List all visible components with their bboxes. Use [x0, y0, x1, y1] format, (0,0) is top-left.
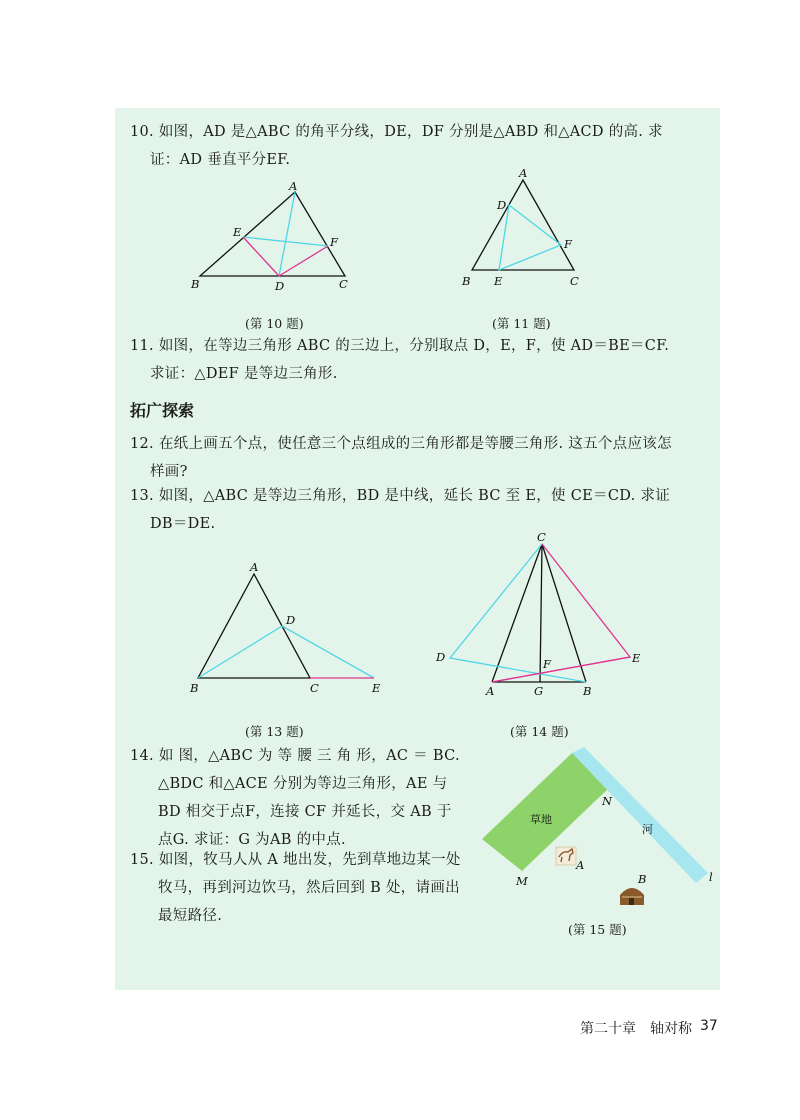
yurt-icon	[620, 888, 644, 905]
label-n: N	[602, 794, 613, 808]
caption-11: (第 11 题)	[492, 316, 551, 331]
figure-10	[185, 180, 360, 300]
label-e: E	[233, 225, 242, 239]
label-b: B	[462, 274, 471, 288]
river	[572, 747, 708, 883]
problem-14-line4: 点G. 求证：G 为AB 的中点.	[158, 832, 346, 848]
label-e: E	[494, 274, 503, 288]
problem-13-line1: 13. 如图，△ABC 是等边三角形，BD 是中线，延长 BC 至 E，使 CE＝CD. 求证	[130, 488, 671, 504]
caption-13: (第 13 题)	[245, 724, 304, 739]
label-b: B	[191, 277, 200, 291]
label-d: D	[436, 650, 446, 664]
label-b: B	[583, 684, 592, 698]
problem-14-line3: BD 相交于点F，连接 CF 并延长，交 AB 于	[158, 804, 452, 820]
height-de	[243, 237, 279, 276]
figure-14	[432, 530, 647, 700]
label-c: C	[537, 530, 546, 544]
caption-15: (第 15 题)	[568, 922, 627, 937]
figure-13	[188, 560, 388, 700]
problem-12	[130, 430, 710, 486]
triangle-abc-10	[200, 192, 345, 276]
problem-11-line1: 11. 如图，在等边三角形 ABC 的三边上，分别取点 D，E，F，使 AD＝BE＝CF.	[130, 338, 670, 354]
label-d: D	[286, 613, 296, 627]
triangle-abc-11	[472, 180, 574, 270]
height-df	[279, 246, 328, 276]
triangle-bdc	[450, 544, 586, 682]
problem-15-line3: 最短路径.	[158, 908, 223, 924]
label-m: M	[516, 874, 528, 888]
label-g: G	[534, 684, 544, 698]
section-title: 拓广探索	[130, 401, 195, 420]
problem-14-line2: △BDC 和△ACE 分别为等边三角形，AE 与	[158, 776, 448, 792]
label-f: F	[330, 235, 338, 249]
triangle-def-11	[499, 205, 561, 270]
page-number: 37	[700, 1018, 718, 1034]
label-c: C	[310, 681, 319, 695]
problem-15-line1: 15. 如图，牧马人从 A 地出发，先到草地边某一处	[130, 852, 461, 868]
caption-10: (第 10 题)	[245, 316, 304, 331]
label-a: A	[519, 166, 528, 180]
label-e: E	[372, 681, 381, 695]
segment-cg	[540, 544, 542, 682]
figure-15	[480, 745, 720, 920]
label-a: A	[250, 560, 259, 574]
problem-12-line1: 12. 在纸上画五个点，使任意三个点组成的三角形都是等腰三角形. 这五个点应该怎	[130, 436, 672, 452]
label-a: A	[486, 684, 495, 698]
problem-11-line2: 求证：△DEF 是等边三角形.	[150, 366, 338, 382]
label-b: B	[190, 681, 199, 695]
problem-15-line2: 牧马，再到河边饮马，然后回到 B 处，请画出	[158, 880, 460, 896]
label-d: D	[497, 198, 507, 212]
median-bd	[198, 626, 282, 678]
problem-14	[130, 742, 480, 854]
label-l: l	[709, 870, 713, 884]
problem-11	[130, 332, 710, 388]
problem-14-line1: 14. 如 图，△ABC 为 等 腰 三 角 形，AC ＝ BC.	[130, 748, 460, 764]
label-f: F	[543, 657, 551, 671]
label-d: D	[275, 279, 285, 293]
label-b: B	[638, 872, 647, 886]
label-f: F	[564, 237, 572, 251]
label-c: C	[339, 277, 348, 291]
chapter-title: 第二十章 轴对称	[580, 1021, 692, 1037]
figure-11	[460, 165, 590, 295]
horse-icon	[556, 847, 576, 865]
label-c: C	[570, 274, 579, 288]
problem-10-line1: 10. 如图，AD 是△ABC 的角平分线，DE，DF 分别是△ABD 和△ACD 的高. 求	[130, 124, 663, 140]
problem-10-line2: 证：AD 垂直平分EF.	[150, 152, 291, 168]
label-river: 河	[642, 823, 653, 836]
problem-10	[130, 118, 710, 174]
label-grass: 草地	[530, 813, 552, 826]
label-a: A	[289, 179, 298, 193]
side-ca	[492, 544, 542, 682]
problem-13-line2: DB＝DE.	[150, 516, 216, 532]
label-e: E	[632, 651, 641, 665]
caption-14: (第 14 题)	[510, 724, 569, 739]
problem-12-line2: 样画?	[150, 464, 188, 480]
problem-15	[130, 846, 480, 930]
label-a: A	[576, 858, 585, 872]
